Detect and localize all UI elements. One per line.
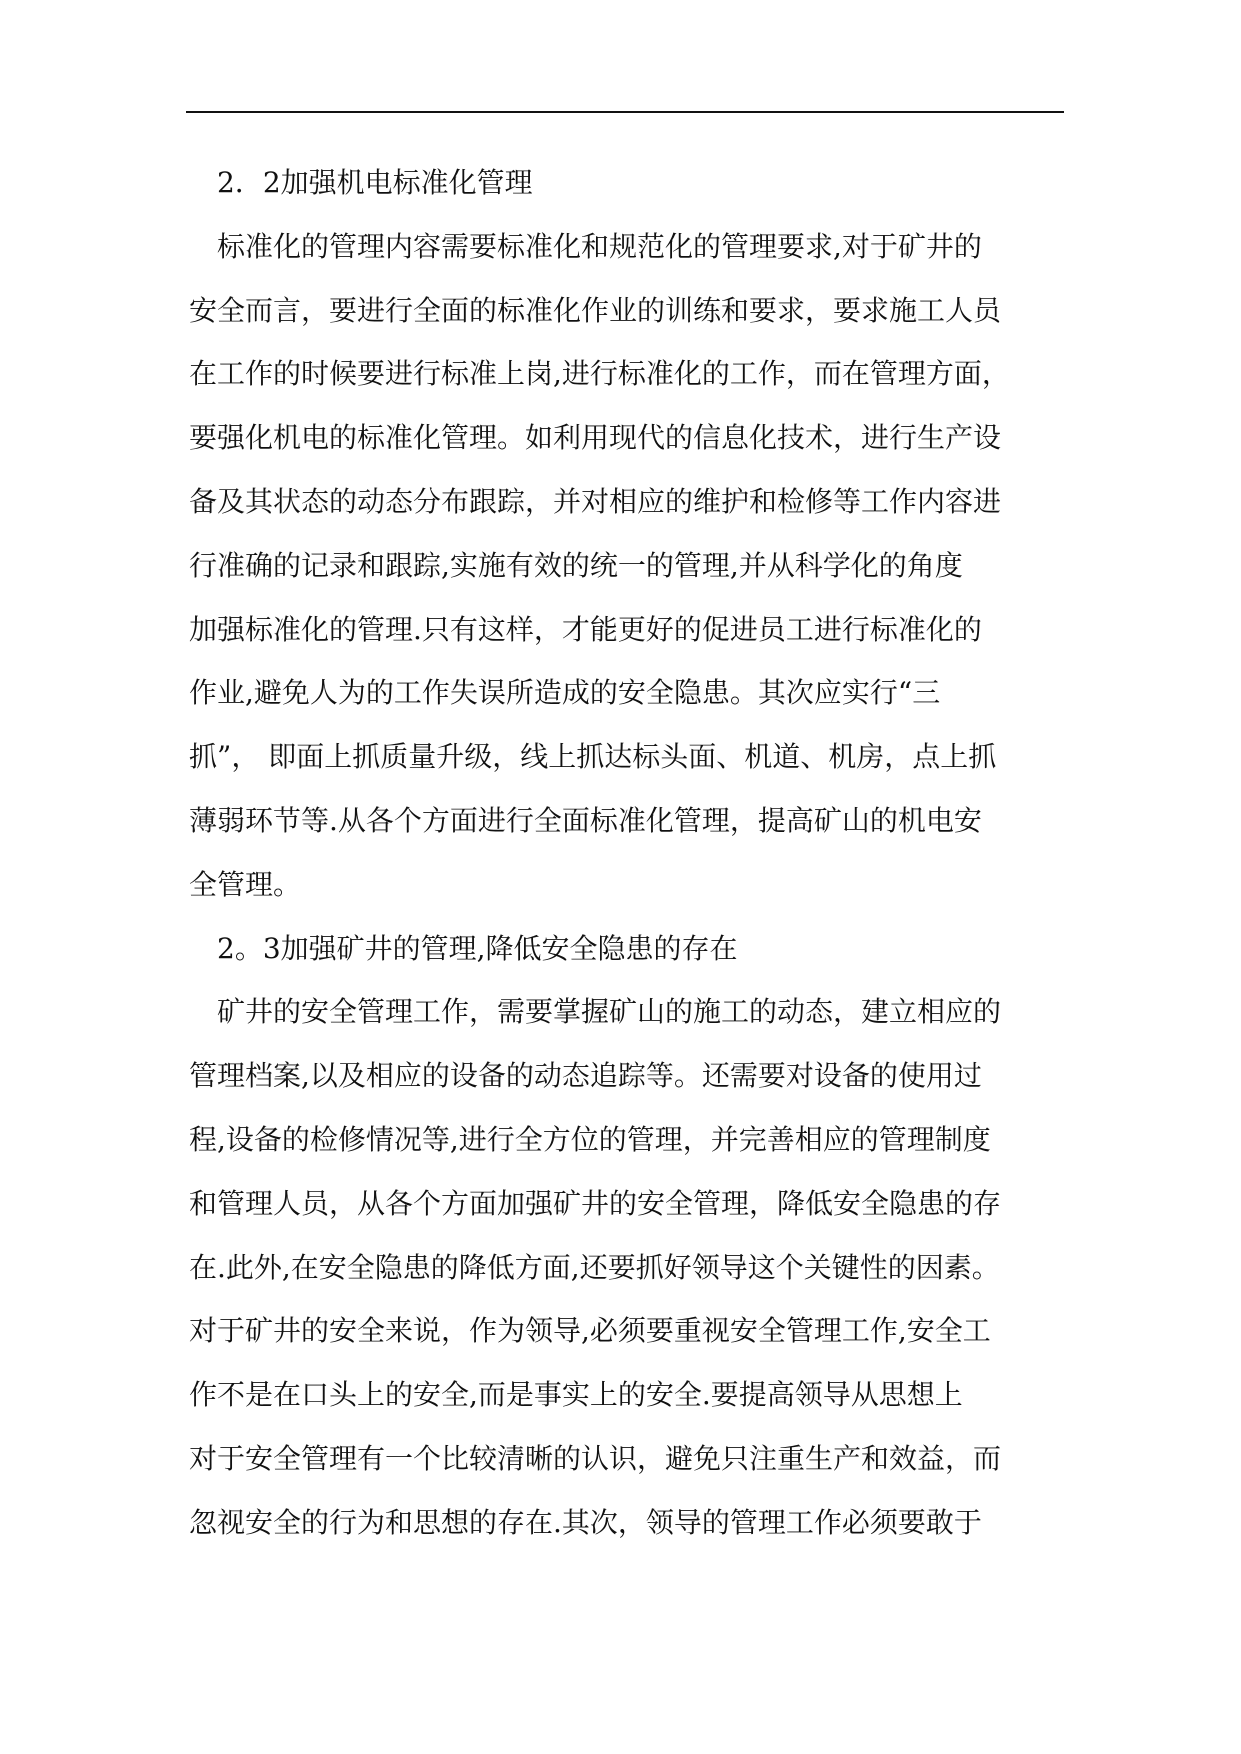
paragraph-line: 抓”， 即面上抓质量升级，线上抓达标头面、机道、机房，点上抓 — [189, 740, 997, 774]
section-heading-2-3: 2。3加强矿井的管理,降低安全隐患的存在 — [217, 931, 738, 965]
paragraph-line: 和管理人员，从各个方面加强矿井的安全管理，降低安全隐患的存 — [189, 1186, 1002, 1220]
paragraph-line: 全管理。 — [189, 867, 302, 901]
paragraph-line: 忽视安全的行为和思想的存在.其次，领导的管理工作必须要敢于 — [189, 1505, 982, 1539]
document-body — [189, 151, 1057, 1555]
paragraph-line: 薄弱环节等.从各个方面进行全面标准化管理，提高矿山的机电安 — [189, 803, 982, 837]
paragraph-line: 要强化机电的标准化管理。如利用现代的信息化技术，进行生产设 — [189, 421, 1002, 455]
paragraph-line: 在工作的时候要进行标准上岗,进行标准化的工作，而在管理方面， — [189, 357, 1010, 391]
section-heading-2-2: 2．2加强机电标准化管理 — [217, 166, 533, 199]
paragraph-line: 矿井的安全管理工作，需要掌握矿山的施工的动态，建立相应的 — [217, 995, 1002, 1029]
paragraph-line: 行准确的记录和跟踪,实施有效的统一的管理,并从科学化的角度 — [189, 548, 963, 582]
paragraph-line: 管理档案,以及相应的设备的动态追踪等。还需要对设备的使用过 — [189, 1059, 982, 1093]
paragraph-line: 对于矿井的安全来说，作为领导,必须要重视安全管理工作,安全工 — [189, 1314, 991, 1348]
paragraph-line: 在.此外,在安全隐患的降低方面,还要抓好领导这个关键性的因素。 — [189, 1250, 1000, 1284]
paragraph-line: 作不是在口头上的安全,而是事实上的安全.要提高领导从思想上 — [189, 1378, 963, 1412]
paragraph-line: 程,设备的检修情况等,进行全方位的管理，并完善相应的管理制度 — [189, 1122, 991, 1156]
paragraph-line: 标准化的管理内容需要标准化和规范化的管理要求,对于矿井的 — [217, 229, 982, 263]
paragraph-line: 加强标准化的管理.只有这样，才能更好的促进员工进行标准化的 — [189, 612, 982, 646]
paragraph-line: 作业,避免人为的工作失误所造成的安全隐患。其次应实行“三 — [189, 676, 941, 710]
paragraph-line: 安全而言，要进行全面的标准化作业的训练和要求，要求施工人员 — [189, 293, 1002, 327]
header-rule — [186, 111, 1064, 113]
paragraph-line: 备及其状态的动态分布跟踪，并对相应的维护和检修等工作内容进 — [189, 484, 1002, 518]
paragraph-line: 对于安全管理有一个比较清晰的认识，避免只注重生产和效益，而 — [189, 1441, 1002, 1475]
